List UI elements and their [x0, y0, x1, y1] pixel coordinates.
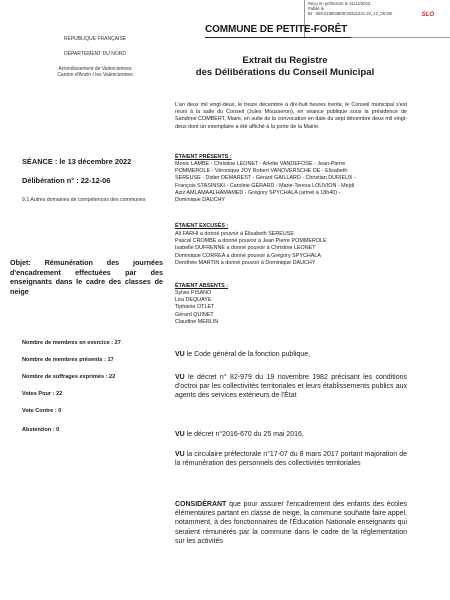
count-line: Nombre de suffrages exprimés : 22: [22, 374, 116, 380]
list-item: François STASINSKI - Caroline GÉRARD - Marie-Teresa LOUVION - Mejdi: [175, 182, 355, 189]
visa-text: le décret n°2016-670 du 25 mai 2016,: [184, 431, 304, 438]
list-item: Léa DEQUAYE: [175, 297, 212, 304]
visa-text: le Code général de la fonction publique,: [184, 351, 311, 358]
presents-title: ÉTAIENT PRÉSENTS :: [175, 154, 232, 160]
title-underline: [205, 37, 351, 38]
count-line: Nombre de membres en exercice : 27: [22, 340, 121, 346]
list-item: Dominique CORREA a donné pouvoir à Grégory SPYCHALA: [175, 252, 321, 259]
considerant-paragraph: [175, 500, 407, 546]
document-title-line: des Délibérations du Conseil Municipal: [195, 67, 375, 78]
stamp-logo: SLO: [421, 12, 434, 18]
absents-title: ÉTAIENT ABSENTS :: [175, 283, 229, 289]
list-item: Claudine MERLIN: [175, 318, 219, 325]
document-title-line: Extrait du Registre: [242, 55, 328, 66]
visa-text: la circulaire préfectorale n°17-07 du 8 mars 2017 portant majoration de la rémunération des personnels des collectivités territoriales: [175, 451, 407, 468]
list-item: Dorothée MARTIN a donné pouvoir à Dominique DAUCHY: [175, 259, 316, 266]
list-item: Isabelle DUFRENNE a donné pouvoir à Christine LEONET: [175, 245, 316, 252]
visa-paragraph: [175, 450, 407, 468]
list-item: Ali FARHI a donné pouvoir à Élisabeth SEREUSE: [175, 231, 294, 237]
list-item: Sylvie PISANO: [175, 290, 212, 296]
list-item: Tiphanie OTLET: [175, 304, 215, 311]
objet-text: Objet: Rémunération des journées d'encadrement effectuées par des enseignants dans le cadre des classes de neige: [10, 258, 163, 296]
list-item: Pascal CROMBE a donné pouvoir à Jean Pierre POMMEROLE: [175, 238, 327, 245]
count-line: Nombre de membres présents : 17: [22, 357, 114, 363]
document-title: [170, 55, 400, 79]
list-item: POMMEROLE - Véronique JOY Robert VANOVERSCHE DE - Elisabeth: [175, 168, 348, 175]
count-line: Votes Pour : 22: [22, 391, 63, 397]
commune-title: COMMUNE DE PETITE-FORÊT: [205, 24, 348, 35]
visa-paragraph: [175, 430, 407, 439]
canton-label: Canton d'Anzin / les Valenciennes: [57, 72, 133, 78]
excuses-list: [175, 231, 407, 267]
list-item: SEREUSE - Didier DEMAREST - Gérard GAILLARD - Christian DURIEUX -: [175, 175, 356, 182]
visa-lead: CONSIDÉRANT: [175, 501, 227, 508]
list-item: Gérard QUINET: [175, 311, 214, 318]
intro-paragraph: L'an deux mil vingt-deux, le treize décembre à dix-huit heures trente, le Conseil municipal s'est réuni à la salle du Conseil (Jules Mousseron), en séance publique sous la présidence de Sandrine COMBERT, Maire, en suite de la convocation en date du sept décembre deux mil vingt-deux dont un exemplaire a été affiché à la porte de la Mairie.: [175, 102, 407, 130]
seance-date: SÉANCE : le 13 décembre 2022: [22, 157, 132, 166]
excuses-title: ÉTAIENT EXCUSÉS :: [175, 223, 229, 229]
deliberation-number: Délibération n° : 22-12-06: [22, 176, 111, 185]
visa-lead: VU: [175, 374, 185, 381]
count-line: Abstention : 0: [22, 427, 60, 433]
stamp-line: Publié le: [308, 6, 325, 12]
visa-lead: VU: [175, 451, 185, 458]
visa-lead: VU: [175, 431, 185, 438]
visa-paragraph: [175, 373, 407, 401]
republique-label: RÉPUBLIQUE FRANÇAISE: [63, 36, 127, 42]
list-item: Monic LAMBE - Christine LEONET - Arlette VANDEFOSE - Jean-Pierre: [175, 161, 346, 167]
administrative-header: [40, 36, 150, 87]
visa-lead: VU: [175, 351, 185, 358]
presents-list: [175, 161, 407, 204]
arrondissement-label: Arrondissement de Valenciennes: [58, 66, 132, 72]
stamp-line: ID : 059-215904809-20221221-22_12_06-DE: [308, 11, 393, 17]
visa-text: que pour assurer l'encadrement des enfants des écoles élémentaires partant en classe de neige, la commune souhaite faire appel, notamment, à des fonctionnaires de l'Éducation Nationale enseignants qui seraient rémunérés par la commune dans le cadre de la réglementation sur les activités: [175, 501, 407, 545]
count-line: Vote Contre : 0: [22, 408, 62, 414]
visa-text: le décret n° 82-979 du 19 novembre 1982 précisant les conditions d'octroi par les collectivités territoriales et leurs établissements publics aux agents des services extérieurs de l'État: [175, 374, 407, 400]
absents-list: [175, 290, 407, 326]
domaine-label: 9.1 Autres domaines de compétences des communes: [22, 197, 146, 203]
departement-label: DÉPARTEMENT DU NORD: [64, 51, 126, 57]
visa-paragraph: [175, 350, 407, 359]
list-item: Dominique DAUCHY: [175, 197, 226, 204]
stamp-line: Reçu en préfecture le 21/12/2022: [308, 1, 371, 6]
list-item: Aziz AMLAMAALHAMAMED - Grégory SPYCHALA (arrivé à 18h40) -: [175, 189, 341, 196]
